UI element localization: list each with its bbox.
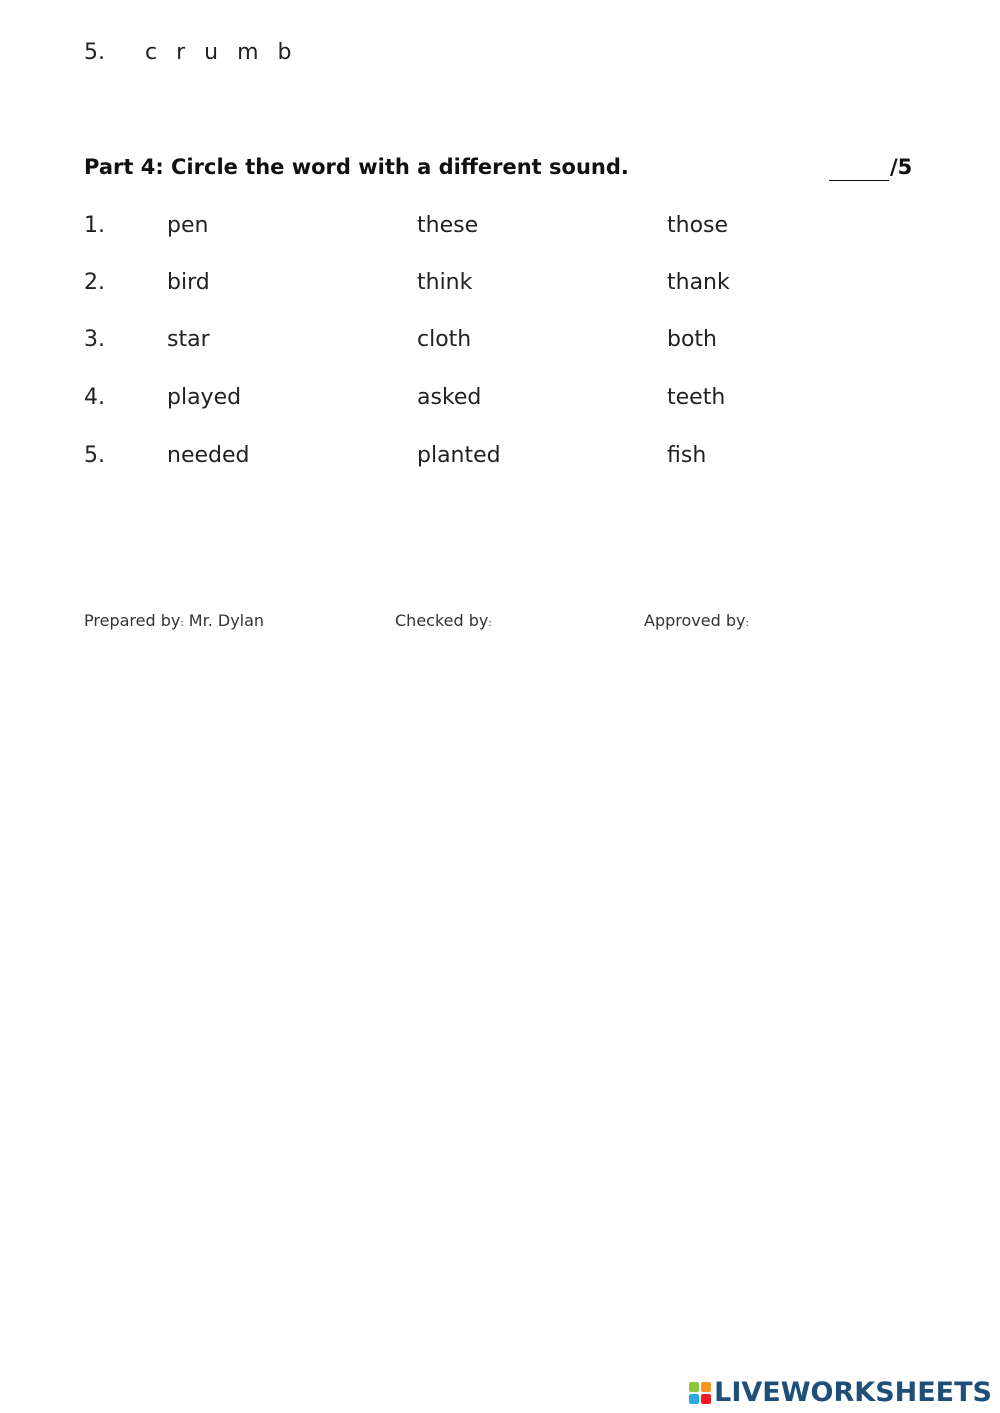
prepared-by-colon: :: [180, 618, 184, 629]
answer-word[interactable]: pen: [167, 213, 209, 238]
answer-word[interactable]: needed: [167, 443, 250, 468]
score-blank[interactable]: [829, 180, 889, 181]
approved-by-label: Approved by: [644, 611, 746, 630]
previous-item-number: 5.: [84, 40, 105, 65]
answer-word[interactable]: thank: [667, 270, 730, 295]
logo-mark-square: [701, 1394, 711, 1404]
answer-word[interactable]: teeth: [667, 385, 726, 410]
answer-word[interactable]: think: [417, 270, 473, 295]
checked-by-colon: :: [488, 618, 492, 629]
approved-by-colon: :: [745, 618, 749, 629]
answer-word[interactable]: fish: [667, 443, 707, 468]
answer-word[interactable]: asked: [417, 385, 482, 410]
logo-mark-icon: [689, 1382, 711, 1404]
answer-word[interactable]: both: [667, 327, 717, 352]
answer-word[interactable]: cloth: [417, 327, 472, 352]
approved-by: [644, 611, 749, 630]
answer-word[interactable]: star: [167, 327, 210, 352]
question-number: 3.: [84, 327, 105, 352]
logo-mark-square: [689, 1382, 699, 1392]
checked-by: [395, 611, 492, 630]
liveworksheets-logo: [689, 1377, 992, 1408]
checked-by-label: Checked by: [395, 611, 489, 630]
logo-text: LIVEWORKSHEETS: [714, 1377, 992, 1408]
answer-word[interactable]: played: [167, 385, 242, 410]
question-number: 4.: [84, 385, 105, 410]
question-number: 2.: [84, 270, 105, 295]
score-total: /5: [890, 155, 913, 179]
previous-item-word: c r u m b: [145, 40, 298, 65]
answer-word[interactable]: planted: [417, 443, 501, 468]
prepared-by-name: Mr. Dylan: [183, 611, 265, 630]
answer-word[interactable]: those: [667, 213, 729, 238]
question-number: 1.: [84, 213, 105, 238]
part4-title: Part 4: Circle the word with a different sound.: [84, 155, 629, 179]
answer-word[interactable]: bird: [167, 270, 210, 295]
question-number: 5.: [84, 443, 105, 468]
logo-mark-square: [689, 1394, 699, 1404]
prepared-by-label: Prepared by: [84, 611, 181, 630]
prepared-by: [84, 611, 264, 630]
logo-mark-square: [701, 1382, 711, 1392]
answer-word[interactable]: these: [417, 213, 479, 238]
